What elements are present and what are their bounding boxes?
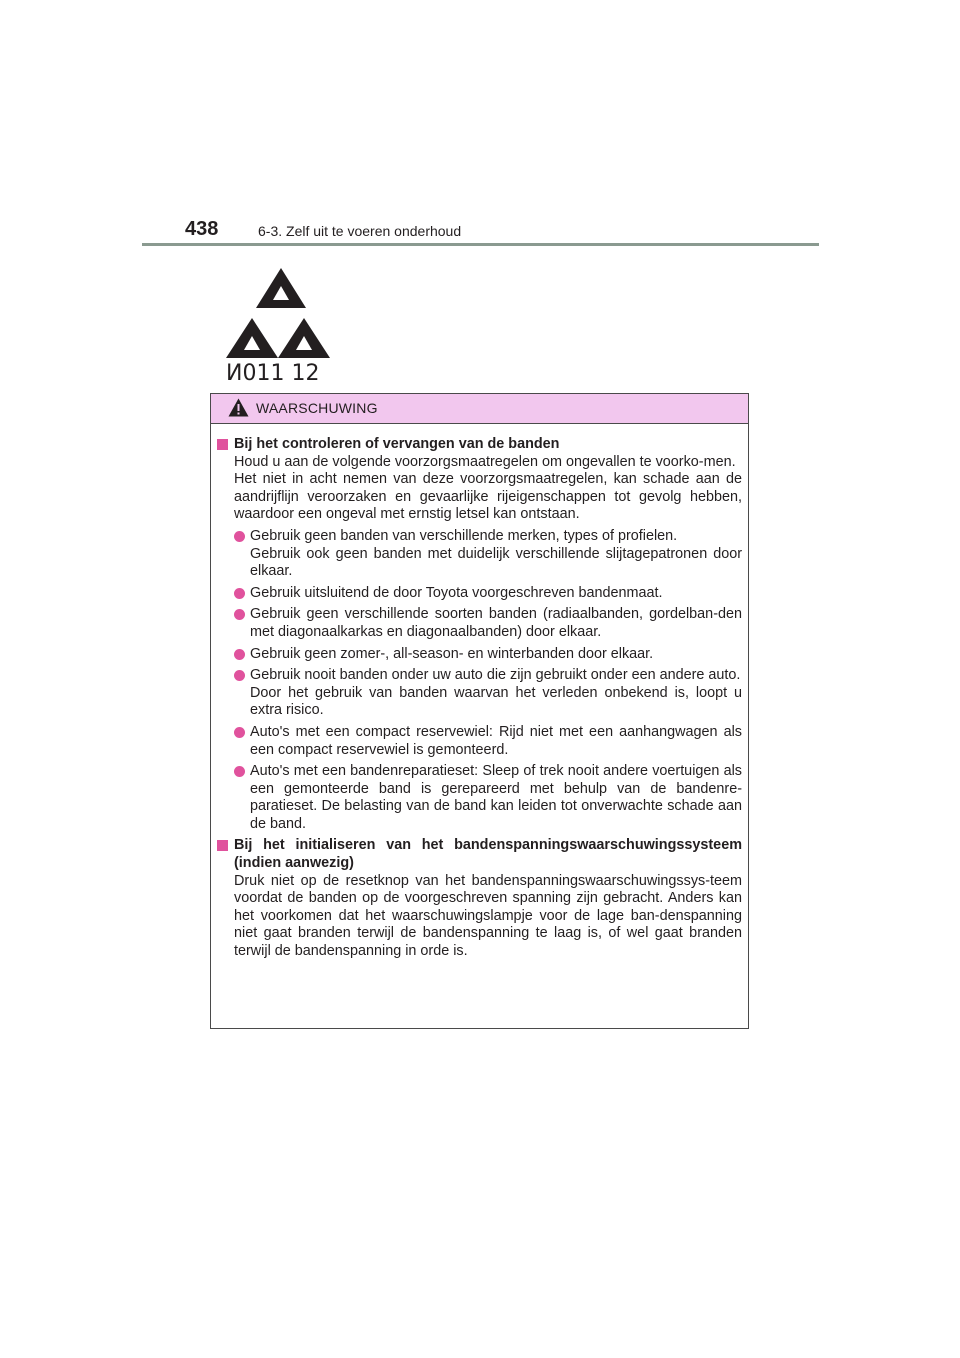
- square-bullet-icon: [217, 439, 228, 450]
- list-item: [234, 646, 742, 664]
- warning-box: [210, 393, 749, 1029]
- round-bullet-icon: [234, 649, 245, 660]
- bullet-text: Gebruik geen verschillende soorten banden (radiaalbanden, gordelban-den met diagonaalkarkas en diagonaalbanden) door elkaar.: [250, 606, 742, 640]
- bullet-text: Auto's met een compact reservewiel: Rijd niet met een aanhangwagen als een compact reservewiel is gemonteerd.: [250, 723, 742, 758]
- round-bullet-icon: [234, 588, 245, 599]
- list-item: [234, 585, 742, 603]
- list-item: [234, 528, 742, 581]
- bullet-text: Gebruik geen zomer-, all-season- en winterbanden door elkaar.: [250, 645, 654, 662]
- bullet-text: Gebruik geen banden van verschillende merken, types of profielen.: [250, 527, 678, 544]
- triangle-marks-icon: [226, 268, 330, 358]
- header-divider: [142, 243, 819, 246]
- square-bullet-icon: [217, 840, 228, 851]
- bullet-text: Gebruik nooit banden onder uw auto die zijn gebruikt onder een andere auto.: [250, 667, 741, 684]
- list-item: [234, 724, 742, 759]
- list-item: [234, 763, 742, 833]
- heading-text: Bij het controleren of vervangen van de banden: [234, 436, 560, 452]
- tire-code-text: И011 12: [226, 361, 320, 384]
- warning-title: WAARSCHUWING: [256, 400, 378, 416]
- warning-body: [211, 424, 748, 961]
- round-bullet-icon: [234, 766, 245, 777]
- section-heading-tires: [217, 436, 742, 454]
- round-bullet-icon: [234, 531, 245, 542]
- tpws-paragraph: Druk niet op de resetknop van het bandenspanningswaarschuwingssys-teem voordat de banden op de voorgeschreven spanning zijn gebracht. Anders kan het voorkomen dat het waarschuwingslampje voor de lage ban-denspanning niet gaat branden terwijl de bandenspanning te laag is, of wel gaat branden terwijl de bandenspanning in orde is.: [234, 872, 742, 960]
- list-item: [234, 667, 742, 720]
- round-bullet-icon: [234, 609, 245, 620]
- intro-paragraph-2: Het niet in acht nemen van deze voorzorgsmaatregelen, kan schade aan de aandrijflijn veroorzaken en gevaarlijke rijeigenschappen tot gevolg hebben, waardoor een ongeval met ernstig letsel kan ontstaan.: [234, 471, 742, 523]
- tire-marking-figure: [222, 262, 340, 384]
- section-title: 6-3. Zelf uit te voeren onderhoud: [258, 223, 462, 239]
- bullet-text: Gebruik ook geen banden met duidelijk verschillende slijtagepatronen door elkaar.: [250, 545, 742, 580]
- section-heading-tpws: [217, 837, 742, 872]
- intro-paragraph-1: Houd u aan de volgende voorzorgsmaatregelen om ongevallen te voorko-men.: [234, 453, 736, 470]
- warning-triangle-icon: [228, 398, 249, 417]
- bullet-text: Gebruik uitsluitend de door Toyota voorgeschreven bandenmaat.: [250, 584, 663, 601]
- heading-text: Bij het initialiseren van het bandenspanningswaarschuwingssysteem (indien aanwezig): [234, 837, 742, 872]
- round-bullet-icon: [234, 670, 245, 681]
- page-number: 438: [185, 218, 219, 240]
- list-item: [234, 606, 742, 641]
- bullet-text: Door het gebruik van banden waarvan het verleden onbekend is, loopt u extra risico.: [250, 684, 742, 719]
- bullet-text: Auto's met een bandenreparatieset: Sleep of trek nooit andere voertuigen als een gemonteerde band is gerepareerd met behulp van de bandenre-paratieset. De belasting van de band kan leiden tot onverwachte schade aan de band.: [250, 763, 742, 832]
- warning-header: [211, 394, 748, 424]
- round-bullet-icon: [234, 727, 245, 738]
